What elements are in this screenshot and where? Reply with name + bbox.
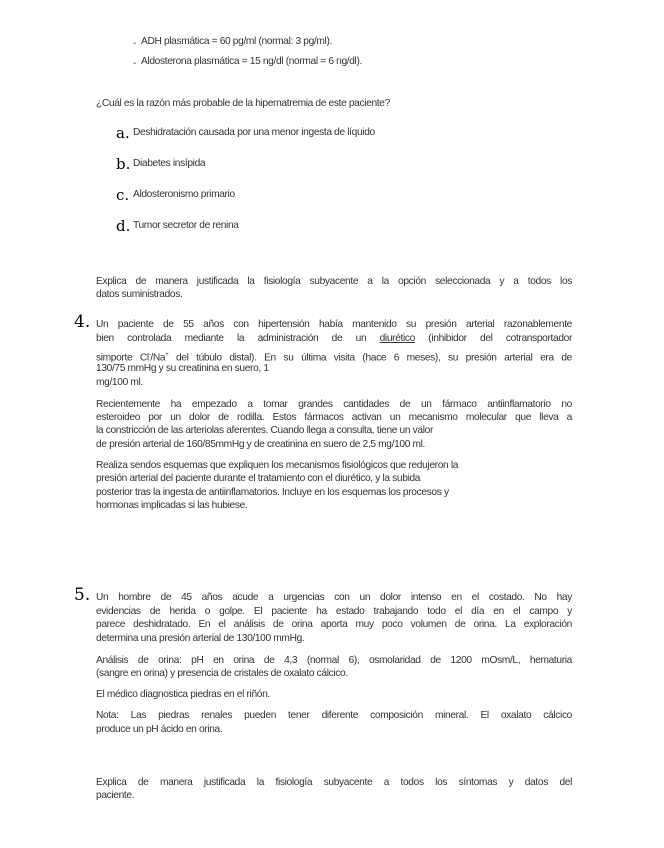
q5-p3-line: El médico diagnostica piedras en el riñón.	[96, 689, 270, 700]
q5-p4-line: Nota: Las piedras renales pueden tener diferente composición mineral. El oxalato cálcico	[96, 710, 572, 721]
q4-p2-line: la constricción de las arteriolas aferentes. Cuando llega a consulta, tiene un valor	[96, 425, 433, 436]
instruction-line: paciente.	[96, 790, 135, 801]
bullet-marker: -	[133, 38, 137, 49]
q4-p3-line: presión arterial del paciente durante el tratamiento con el diurético, y la subida	[96, 473, 421, 484]
question-prompt: ¿Cuál es la razón más probable de la hipernatremia de este paciente?	[96, 98, 390, 109]
option-d-text: Tumor secretor de renina	[133, 220, 239, 231]
option-a-text: Deshidratación causada por una menor ingesta de líquido	[133, 127, 375, 138]
q4-p1-line: simporte Cl-/Na+ del túbulo distal). En su última visita (hace 6 meses), su presión arterial era de	[96, 352, 572, 364]
question-number: 4.	[74, 312, 91, 332]
bullet-aldosterona: Aldosterona plasmática = 15 ng/dl (normal = 6 ng/dl).	[141, 56, 362, 67]
q4-p3-line: Realiza sendos esquemas que expliquen los mecanismos fisiológicos que redujeron la	[96, 460, 459, 471]
q4-p2-line: de presión arterial de 160/85mmHg y de creatinina en suero de 2,5 mg/100 ml.	[96, 439, 426, 450]
option-letter-c: c.	[116, 186, 130, 204]
option-letter-b: b.	[116, 155, 131, 173]
instruction-line: Explica de manera justificada la fisiología subyacente a la opción seleccionada y a todos los	[96, 276, 572, 287]
q5-p1-line: parece deshidratado. En el análisis de orina aporta muy poco volumen de orina. La exploración	[96, 619, 572, 630]
option-letter-a: a.	[116, 124, 130, 142]
q5-p4-line: produce un pH ácido en orina.	[96, 724, 223, 735]
bullet-marker: -	[133, 58, 137, 69]
bullet-adh: ADH plasmática = 60 pg/ml (normal: 3 pg/ml).	[141, 36, 332, 47]
q4-p1-line: 130/75 mmHg y su creatinina en suero, 1	[96, 363, 269, 374]
question-number: 5.	[74, 585, 91, 605]
diuretico-link: diurético	[379, 333, 415, 344]
q5-p1-line: Un hombre de 45 años acude a urgencias con un dolor intenso en el costado. No hay	[96, 592, 572, 603]
q4-p1-line: mg/100 ml.	[96, 377, 143, 388]
q4-p2-line: esteroideo por un dolor de rodilla. Estos fármacos activan un mecanismo molecular que lleva a	[96, 412, 572, 423]
instruction-line: datos suministrados.	[96, 289, 183, 300]
q5-p1-line: determina una presión arterial de 130/100 mmHg.	[96, 633, 305, 644]
q5-p2-line: (sangre en orina) y presencia de cristales de oxalato cálcico.	[96, 668, 348, 679]
option-c-text: Aldosteronismo primario	[133, 189, 235, 200]
q5-p2-line: Análisis de orina: pH en orina de 4,3 (normal 6), osmolaridad de 1200 mOsm/L, hematuria	[96, 655, 572, 666]
option-letter-d: d.	[116, 217, 131, 235]
q4-p2-line: Recientemente ha empezado a tomar grandes cantidades de un fármaco antiinflamatorio no	[96, 399, 572, 410]
q4-p3-line: hormonas implicadas si las hubiese.	[96, 500, 248, 511]
instruction-line: Explica de manera justificada la fisiología subyacente a todos los síntomas y datos del	[96, 777, 572, 788]
q4-p1-line: Un paciente de 55 años con hipertensión había mantenido su presión arterial razonablemente	[96, 319, 572, 330]
q4-p1-line: bien controlada mediante la administración de un diurético (inhibidor del cotransportador	[96, 333, 572, 344]
q4-p3-line: posterior tras la ingesta de antiinflamatorios. Incluye en los esquemas los procesos y	[96, 487, 449, 498]
q5-p1-line: evidencias de herida o golpe. El paciente ha estado trabajando todo el día en el campo y	[96, 606, 572, 617]
option-b-text: Diabetes insípida	[133, 158, 206, 169]
